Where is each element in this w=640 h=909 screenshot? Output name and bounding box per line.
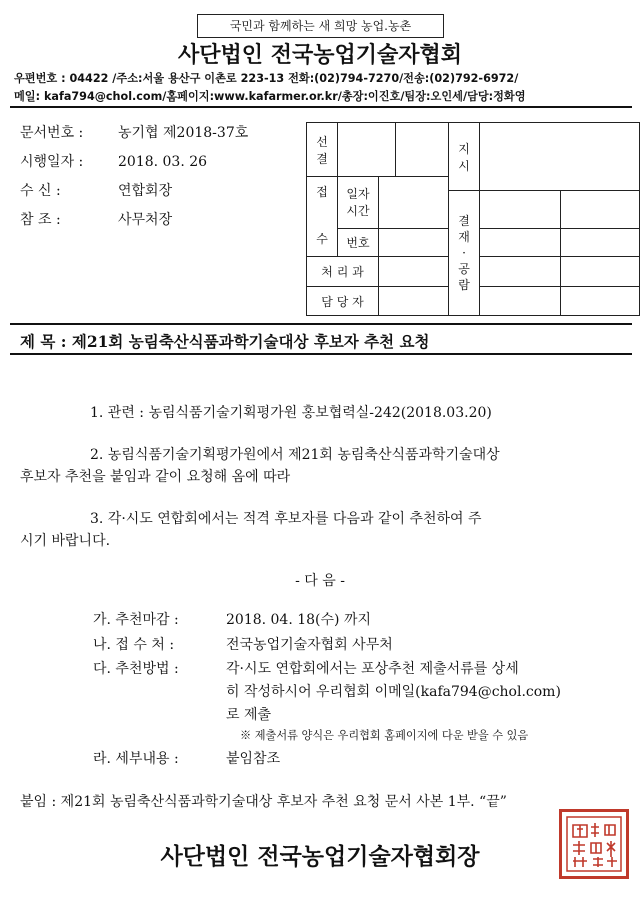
cell-blank	[379, 257, 449, 287]
item-label: 가. 추천마감 :	[93, 612, 179, 628]
para-3-line-2: 시기 바랍니다.	[20, 533, 111, 549]
subject-bottom-rule	[10, 353, 632, 355]
cell-blank	[480, 191, 561, 229]
item-deadline	[93, 609, 371, 629]
cell-blank	[480, 229, 561, 257]
next-heading: - 다 음 -	[295, 573, 345, 589]
item-method-cont-2: 로 제출	[226, 707, 272, 723]
slogan-box: 국민과 함께하는 새 희망 농업.농촌	[197, 14, 444, 38]
cell-date-time: 일자 시간	[338, 177, 379, 229]
para-2-line-1: 2. 농림식품기술기획평가원에서 제21회 농림축산식품과학기술대상	[90, 447, 500, 463]
approval-table	[306, 122, 640, 316]
meta-doc-number	[20, 122, 248, 142]
contact-line-2: 메일: kafa794@chol.com/홈페이지:www.kafarmer.or.kr/총장:이진호/팀장:오인세/담당:정화영	[14, 90, 526, 103]
attachment-line: 붙임 : 제21회 농림축산식품과학기술대상 후보자 추천 요청 문서 사본 1부. “끝”	[20, 794, 507, 810]
cell-gyeoljae: 결 재 · 공 람	[449, 191, 480, 316]
subject-line: 제 목 : 제21회 농림축산식품과학기술대상 후보자 추천 요청	[20, 332, 430, 351]
seal-pattern-icon	[565, 815, 623, 873]
cell-blank	[480, 287, 561, 316]
subject-top-rule	[10, 323, 632, 325]
cell-jisi: 지 시	[449, 123, 480, 191]
cell-jeopsu: 접 수	[307, 177, 338, 257]
item-office	[93, 634, 393, 654]
item-value: 전국농업기술자협회 사무처	[226, 637, 393, 653]
cell-blank	[480, 123, 640, 191]
meta-label: 문서번호 :	[20, 125, 84, 141]
cell-blank	[379, 287, 449, 316]
header-divider	[10, 106, 632, 108]
meta-recipient	[20, 180, 172, 200]
cell-blank	[379, 229, 449, 257]
cell-damdangja: 담 당 자	[307, 287, 379, 316]
cell-blank	[396, 123, 449, 177]
meta-label: 참 조 :	[20, 212, 61, 228]
note-line: ※ 제출서류 양식은 우리협회 홈페이지에 다운 받을 수 있음	[240, 729, 529, 742]
item-value: 붙임참조	[226, 751, 281, 767]
para-1: 1. 관련 : 농림식품기술기획평가원 홍보협력실-242(2018.03.20)	[90, 405, 492, 421]
meta-label: 시행일자 :	[20, 154, 84, 170]
cell-cheorigwa: 처 리 과	[307, 257, 379, 287]
meta-value: 2018. 03. 26	[118, 154, 208, 170]
meta-value: 연합회장	[118, 183, 173, 199]
para-2-line-2: 후보자 추천을 붙임과 같이 요청해 옴에 따라	[20, 469, 291, 485]
item-value: 각·시도 연합회에서는 포상추천 제출서류를 상세	[226, 661, 519, 677]
item-method-cont-1: 히 작성하시어 우리협회 이메일(kafa794@chol.com)	[226, 684, 561, 700]
cell-blank	[379, 177, 449, 229]
item-label: 나. 접 수 처 :	[93, 637, 175, 653]
signature: 사단법인 전국농업기술자협회장	[160, 844, 480, 870]
meta-value: 사무처장	[118, 212, 173, 228]
meta-date	[20, 151, 207, 171]
meta-reference	[20, 209, 172, 229]
cell-blank	[338, 123, 396, 177]
item-label: 다. 추천방법 :	[93, 661, 179, 677]
para-3-line-1: 3. 각·시도 연합회에서는 적격 후보자를 다음과 같이 추천하여 주	[90, 511, 482, 527]
cell-number: 번호	[338, 229, 379, 257]
cell-seongyeol: 선 결	[307, 123, 338, 177]
cell-blank	[561, 287, 640, 316]
item-label: 라. 세부내용 :	[93, 751, 179, 767]
meta-label: 수 신 :	[20, 183, 61, 199]
cell-blank	[480, 257, 561, 287]
org-name: 사단법인 전국농업기술자협회	[178, 43, 462, 68]
cell-blank	[561, 191, 640, 229]
cell-blank	[561, 257, 640, 287]
official-seal-icon	[559, 809, 629, 879]
contact-line-1: 우편번호 : 04422 /주소:서울 용산구 이촌로 223-13 전화:(02)794-7270/전송:(02)792-6972/	[14, 72, 519, 85]
item-detail	[93, 748, 280, 768]
item-value: 2018. 04. 18(수) 까지	[226, 612, 372, 628]
item-method	[93, 658, 519, 678]
meta-value: 농기협 제2018-37호	[118, 125, 249, 141]
cell-blank	[561, 229, 640, 257]
